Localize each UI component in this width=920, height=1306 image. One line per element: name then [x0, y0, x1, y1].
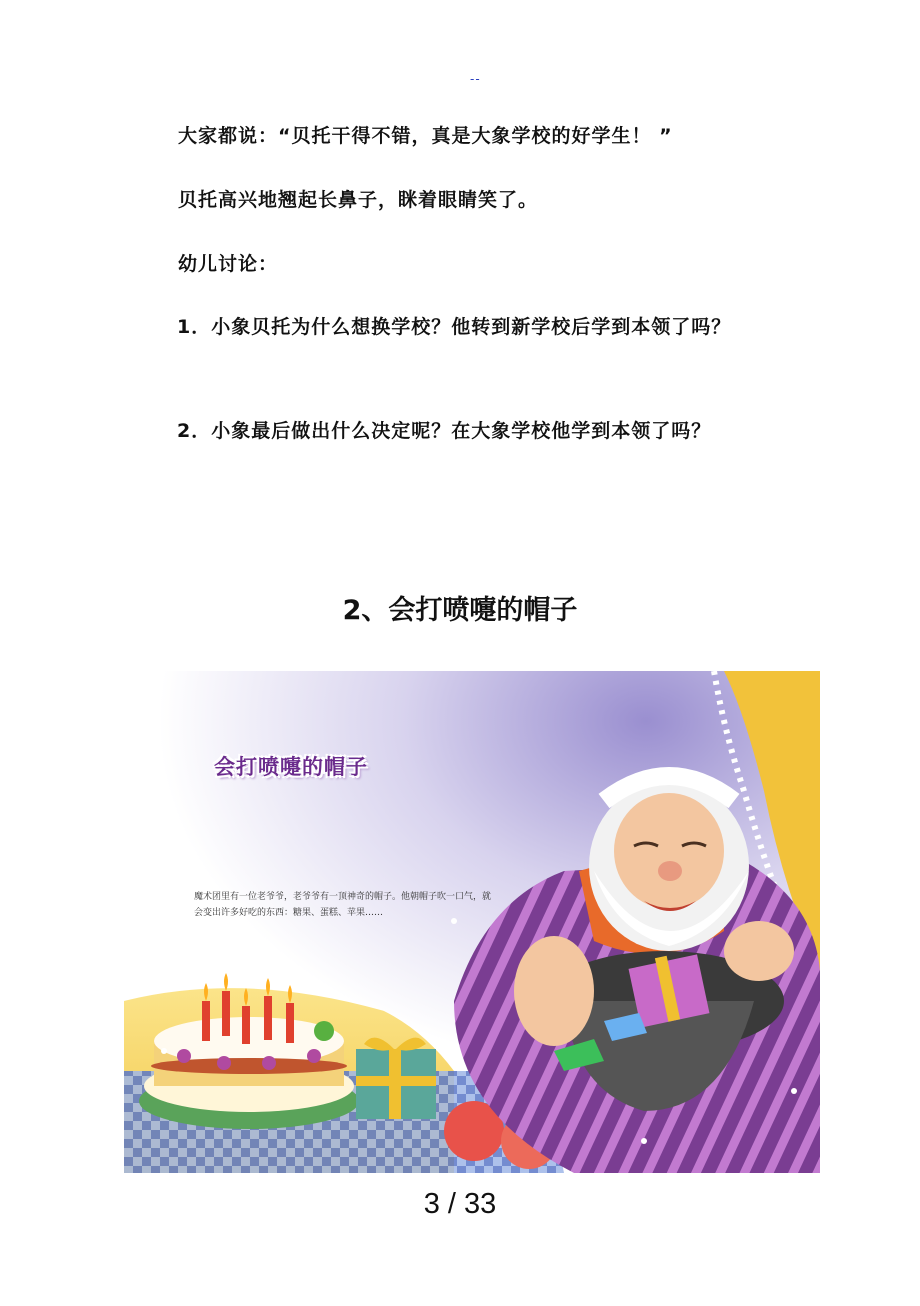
- grandpa-hand: [724, 921, 794, 981]
- gift-box-green: [356, 1038, 436, 1119]
- grandpa-hand: [514, 936, 594, 1046]
- illustration-artwork: [124, 671, 820, 1173]
- story-illustration: [124, 671, 820, 1173]
- discussion-question-2: 2．小象最后做出什么决定呢？在大象学校他学到本领了吗？: [177, 420, 712, 442]
- discussion-question-1: 1．小象贝托为什么想换学校？他转到新学校后学到本领了吗？: [177, 316, 732, 338]
- section-title: 2、会打喷嚏的帽子: [342, 595, 578, 626]
- header-mark: --: [470, 72, 481, 86]
- discussion-heading: 幼儿讨论：: [178, 253, 279, 275]
- page-number: 3 / 33: [423, 1188, 497, 1220]
- paragraph-praise: 大家都说：“贝托干得不错，真是大象学校的好学生！ ”: [178, 125, 673, 147]
- paragraph-smile: 贝托高兴地翘起长鼻子，眯着眼睛笑了。: [178, 189, 539, 211]
- illustration-title: 会打喷嚏的帽子: [214, 755, 368, 779]
- illustration-caption: 魔术团里有一位老爷爷，老爷爷有一顶神奇的帽子。他朝帽子吹一口气，就会变出许多好吃的东西：糖果、蛋糕、苹果……: [194, 892, 492, 918]
